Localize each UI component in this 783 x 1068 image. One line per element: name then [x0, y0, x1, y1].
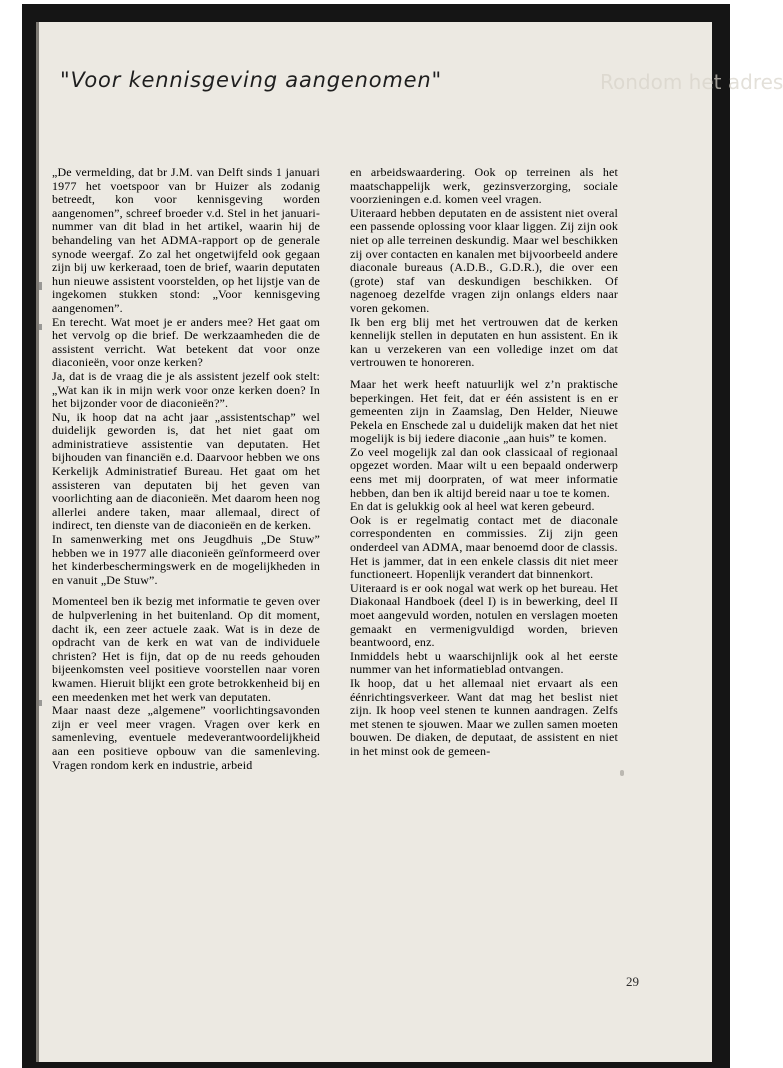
paragraph: Zo veel mogelijk zal dan ook classicaal of regionaal opgezet worden. Maar wilt u een bepaald onderwerp eens met mij doorpraten, of wat meer informatie hebben, dan ben ik altijd bereid naar u toe te komen. [350, 444, 618, 500]
paragraph: Maar naast deze „algemene” voorlichtingsavonden zijn er veel meer vragen. Vragen over kerk en samenleving, eventuele medeverantwoordelijkheid aan een positieve opbouw van die samenleving. Vragen rondom kerk en industrie, arbeid [52, 703, 320, 772]
paragraph: Maar het werk heeft natuurlijk wel z’n praktische beperkingen. Het feit, dat er één assistent is en er gemeenten zijn in Zaamslag, Den Helder, Nieuwe Pekela en Enschede zal u duidelijk maken dat het niet mogelijk is bij iedere diaconie „aan huis” te komen. [350, 376, 618, 446]
paragraph: In samenwerking met ons Jeugdhuis „De Stuw” hebben we in 1977 alle diaconieën geïnformeerd over het kinderbeschermingswerk en de mogelijkheden in en vanuit „De Stuw”. [52, 532, 320, 587]
margin-mark [39, 282, 42, 290]
paragraph: Ik ben erg blij met het vertrouwen dat de kerken kennelijk stellen in deputaten en hun assistent. En ik kan u verzekeren van een volledige inzet om dat vertrouwen te honoreren. [350, 314, 618, 370]
margin-mark [39, 700, 42, 706]
scan-smudge [620, 770, 624, 776]
article-title: "Voor kennisgeving aangenomen" [60, 68, 442, 92]
paragraph: Momenteel ben ik bezig met informatie te geven over de hulpverlening in het buitenland. Op dit moment, dacht ik, een zeer actuele zaak. Wat is in deze de opdracht van de kerk en wat van de individuele christen? Het is fijn, dat op de nu reeds gehouden bijeenkomsten veel positieve voorstellen naar voren kwamen. Hieruit blijkt een grote betrokkenheid bij en een meedenken met het werk van deputaten. [52, 594, 320, 704]
paragraph: „De vermelding, dat br J.M. van Delft sinds 1 januari 1977 het voetspoor van br Huizer als zodanig betreedt, kon voor kennisgeving worden aangenomen”, schreef broeder v.d. Stel in het januari-nummer van dit blad in het artikel, waarin hij de behandeling van het ADMA-rapport op de generale synode weergaf. Zo zal het ongetwijfeld ook gegaan zijn bij uw kerkeraad, toen de brief, waarin deputaten hun nieuwe assistent voorstelden, op het lijstje van de ingekomen stukken stond: „Voor kennisgeving aangenomen”. [52, 165, 320, 315]
paragraph: Het is jammer, dat in een enkele classis dit niet meer functioneert. Hopenlijk verandert dat binnenkort. [350, 553, 618, 582]
paragraph: Ook is er regelmatig contact met de diaconale correspondenten en commissies. Zij zijn geen onderdeel van ADMA, maar benoemd door de classis. [350, 512, 618, 555]
paragraph: en arbeidswaardering. Ook op terreinen als het maatschappelijk werk, gezinsverzorging, sociale voorzieningen e.d. komen veel vragen. [350, 165, 618, 207]
page-edge [36, 22, 39, 1062]
paragraph: Ja, dat is de vraag die je als assistent jezelf ook stelt: „Wat kan ik in mijn werk voor onze kerken doen? In het bijzonder voor de diaconieën?”. [52, 368, 320, 411]
left-column [52, 166, 320, 772]
paragraph: Inmiddels hebt u waarschijnlijk ook al het eerste nummer van het informatieblad ontvangen. [350, 648, 618, 677]
paragraph: Uiteraard is er ook nogal wat werk op het bureau. Het Diakonaal Handboek (deel I) is in bewerking, deel II moet aangevuld worden, notulen en verslagen moeten gemaakt en vermenigvuldigd worden, brieven beantwoord, enz. [350, 580, 618, 650]
show-through-heading: Rondom het adres [600, 70, 783, 94]
paragraph: En dat is gelukkig ook al heel wat keren gebeurd. [350, 499, 595, 514]
paragraph: Ik hoop, dat u het allemaal niet ervaart als een éénrichtingsverkeer. Want dat mag het beslist niet zijn. Ik hoop veel stenen te kunnen aandragen. Zelfs met stenen te sjouwen. Maar we zullen samen moeten bouwen. De diaken, de deputaat, de assistent en niet in het minst ook de gemeen- [350, 675, 618, 758]
paragraph: Uiteraard hebben deputaten en de assistent niet overal een passende oplossing voor klaar liggen. Zij zijn ook niet op alle terreinen deskundig. Maar wel beschikken zij over contacten en kanalen met bijvoorbeeld andere diaconale bureaus (A.D.B., G.D.R.), die over een (grote) staf van deskundigen beschikken. Of nagenoeg dezelfde vragen zijn onlangs elders naar voren gekomen. [350, 205, 618, 315]
paragraph: Nu, ik hoop dat na acht jaar „assistentschap” wel duidelijk geworden is, dat het niet gaat om administratieve assistentie van deputaten. Het bijhouden van financiën e.d. Daarvoor hebben we ons Kerkelijk Administratief Bureau. Het gaat om het assisteren van deputaten bij het geven van voorlichting aan de diaconieën. Met daarom heen nog allerlei andere taken, maar allemaal, direct of indirect, ten dienste van de diaconieën en de kerken. [52, 409, 320, 533]
page-number: 29 [626, 974, 639, 989]
paragraph: En terecht. Wat moet je er anders mee? Het gaat om het vervolg op die brief. De werkzaamheden die de assistent verricht. Wat betekent dat voor onze diaconieën, voor onze kerken? [52, 314, 320, 370]
right-column [350, 166, 618, 759]
margin-mark [39, 324, 42, 330]
